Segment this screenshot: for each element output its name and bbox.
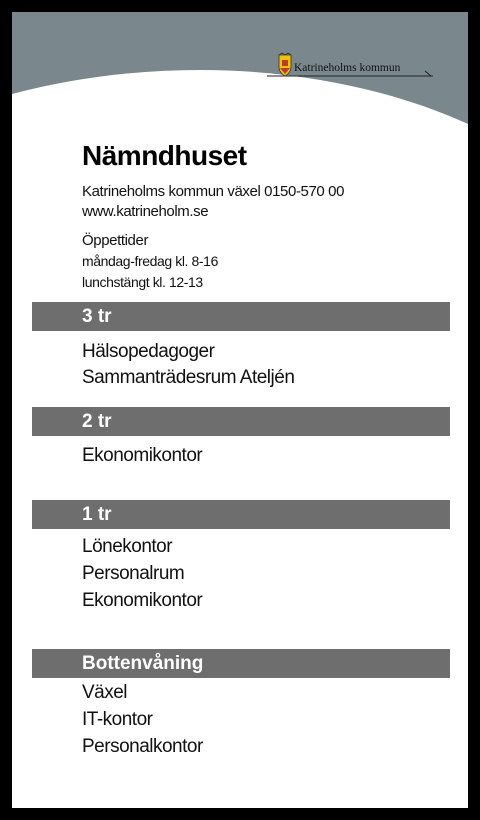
floor-label: 3 tr (82, 306, 112, 327)
floor-band-3 (32, 302, 450, 331)
floor-label: 1 tr (82, 504, 112, 525)
floor-band-2 (32, 407, 450, 436)
directory-sign (12, 12, 468, 808)
room-item: Sammanträdesrum Ateljén (82, 367, 295, 388)
floor-band-ground (32, 649, 450, 678)
floor-band-1 (32, 500, 450, 529)
phone-line: Katrineholms kommun växel 0150-570 00 (82, 183, 345, 200)
logo-text: Katrineholms kommun (294, 62, 401, 74)
room-item: Lönekontor (82, 536, 173, 557)
room-item: Personalkontor (82, 736, 203, 757)
room-item: Växel (82, 682, 128, 703)
room-item: Ekonomikontor (82, 445, 203, 466)
room-item: Ekonomikontor (82, 590, 203, 611)
website-link[interactable]: www.katrineholm.se (82, 203, 209, 220)
room-item: IT-kontor (82, 709, 153, 730)
room-item: Hälsopedagoger (82, 341, 215, 362)
opening-hours-heading: Öppettider (82, 232, 149, 249)
room-item: Personalrum (82, 563, 185, 584)
weekday-hours: måndag-fredag kl. 8-16 (82, 253, 218, 269)
lunch-hours: lunchstängt kl. 12-13 (82, 274, 203, 290)
floor-label: 2 tr (82, 411, 112, 432)
floor-label: Bottenvåning (82, 653, 204, 674)
building-title: Nämndhuset (82, 140, 247, 171)
